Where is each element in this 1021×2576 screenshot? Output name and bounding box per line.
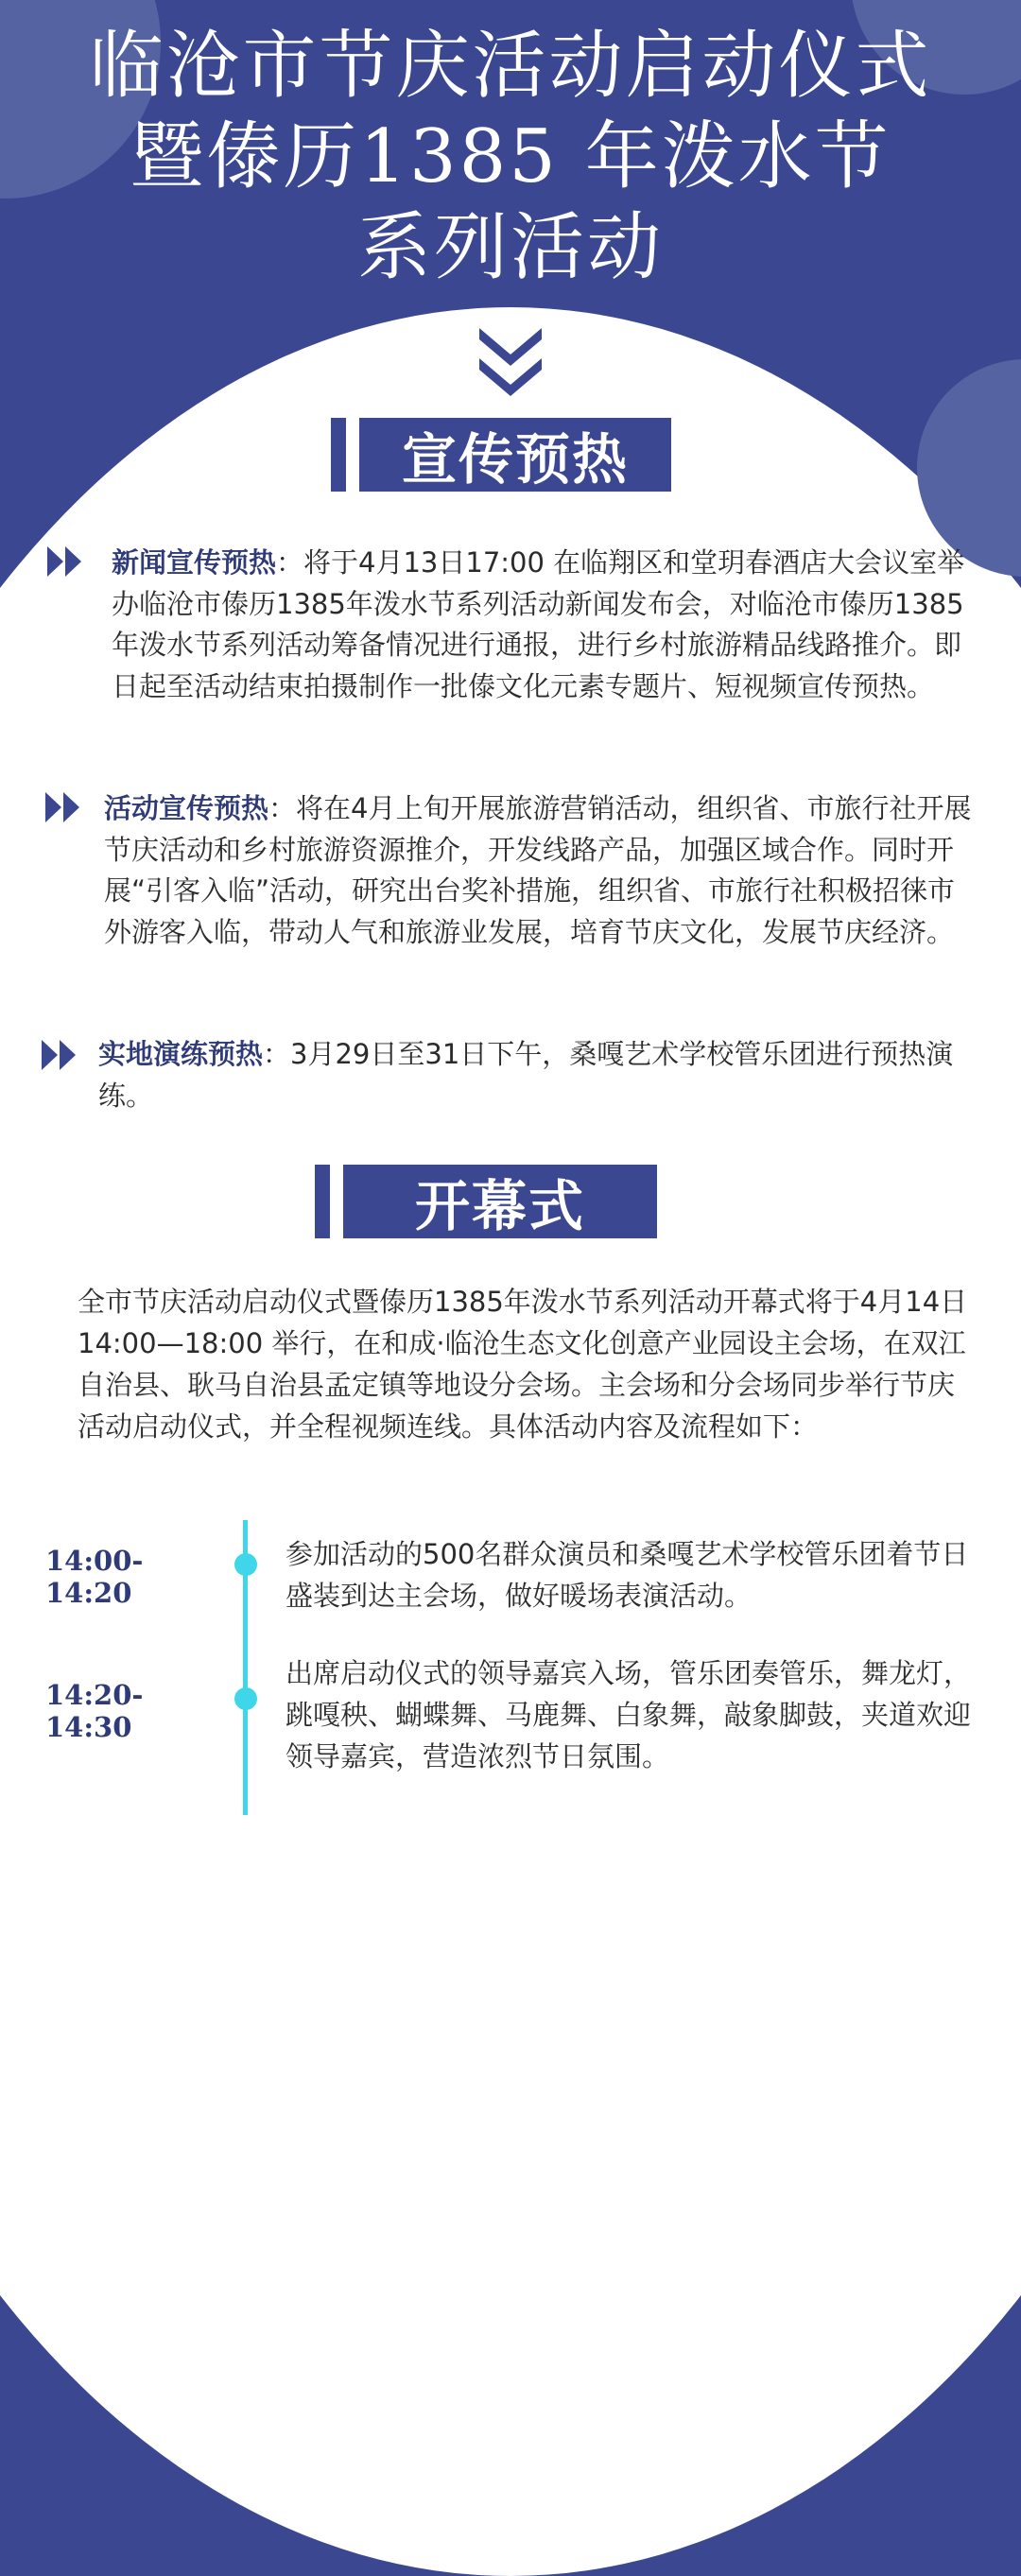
- timeline-description: 出席启动仪式的领导嘉宾入场，管乐团奏管乐，舞龙灯，跳嘎秧、蝴蝶舞、马鹿舞、白象舞，敲象脚鼓，夹道欢迎领导嘉宾，营造浓烈节日氛围。: [286, 1657, 972, 1772]
- double-arrow-right-icon: [47, 546, 83, 577]
- double-arrow-right-icon: [42, 1040, 78, 1070]
- item-text: ：3月29日至31日下午，桑嘎艺术学校管乐团进行预热演练。: [98, 1038, 954, 1112]
- timeline-time: 14:00-14:20: [45, 1545, 144, 1609]
- item-lead: 实地演练预热: [98, 1038, 264, 1070]
- page-title-line-2: 暨傣历1385 年泼水节: [130, 114, 891, 199]
- list-item: [104, 788, 981, 953]
- timeline-dot: [234, 1553, 257, 1576]
- item-lead: 新闻宣传预热: [112, 546, 277, 579]
- double-arrow-right-icon: [45, 792, 81, 822]
- timeline-time: 14:20-14:30: [45, 1679, 144, 1743]
- page-title: [0, 21, 1021, 293]
- item-text: ：将于4月13日17:00 在临翔区和堂玥春酒店大会议室举办临沧市傣历1385年泼水节系列活动新闻发布会，对临沧市傣历1385年泼水节系列活动筹备情况进行通报，进行乡村旅游精品线路推介。即日起至活动结束拍摄制作一批傣文化元素专题片、短视频宣传预热。: [112, 546, 965, 702]
- timeline-dot: [234, 1687, 257, 1710]
- opening-intro-paragraph: 全市节庆活动启动仪式暨傣历1385年泼水节系列活动开幕式将于4月14日14:00—18:00 举行，在和成·临沧生态文化创意产业园设主会场，在双江自治县、耿马自治县孟定镇等地设分会场。主会场和分会场同步举行节庆活动启动仪式，并全程视频连线。具体活动内容及流程如下：: [78, 1286, 968, 1443]
- item-lead: 活动宣传预热: [104, 792, 269, 824]
- double-chevron-down-icon: [477, 326, 544, 400]
- list-item: [98, 1034, 981, 1116]
- item-text: ：将在4月上旬开展旅游营销活动，组织省、市旅行社开展节庆活动和乡村旅游资源推介，开发线路产品，加强区域合作。同时开展“引客入临”活动，研究出台奖补措施，组织省、市旅行社积极招徕市外游客入临，带动人气和旅游业发展，培育节庆文化，发展节庆经济。: [104, 792, 972, 948]
- page-title-line-1: 临沧市节庆活动启动仪式: [89, 24, 932, 109]
- list-item: [112, 543, 981, 707]
- heading-accent-bar: [315, 1165, 330, 1238]
- section-heading-label: 开幕式: [343, 1165, 657, 1238]
- section-heading-label: 宣传预热: [359, 418, 671, 492]
- section-heading-opening: [315, 1165, 657, 1238]
- page-title-line-3: 系列活动: [356, 205, 664, 290]
- timeline-description: 参加活动的500名群众演员和桑嘎艺术学校管乐团着节日盛装到达主会场，做好暖场表演活动。: [286, 1538, 969, 1612]
- section-heading-promo: [331, 418, 671, 492]
- heading-accent-bar: [331, 418, 346, 492]
